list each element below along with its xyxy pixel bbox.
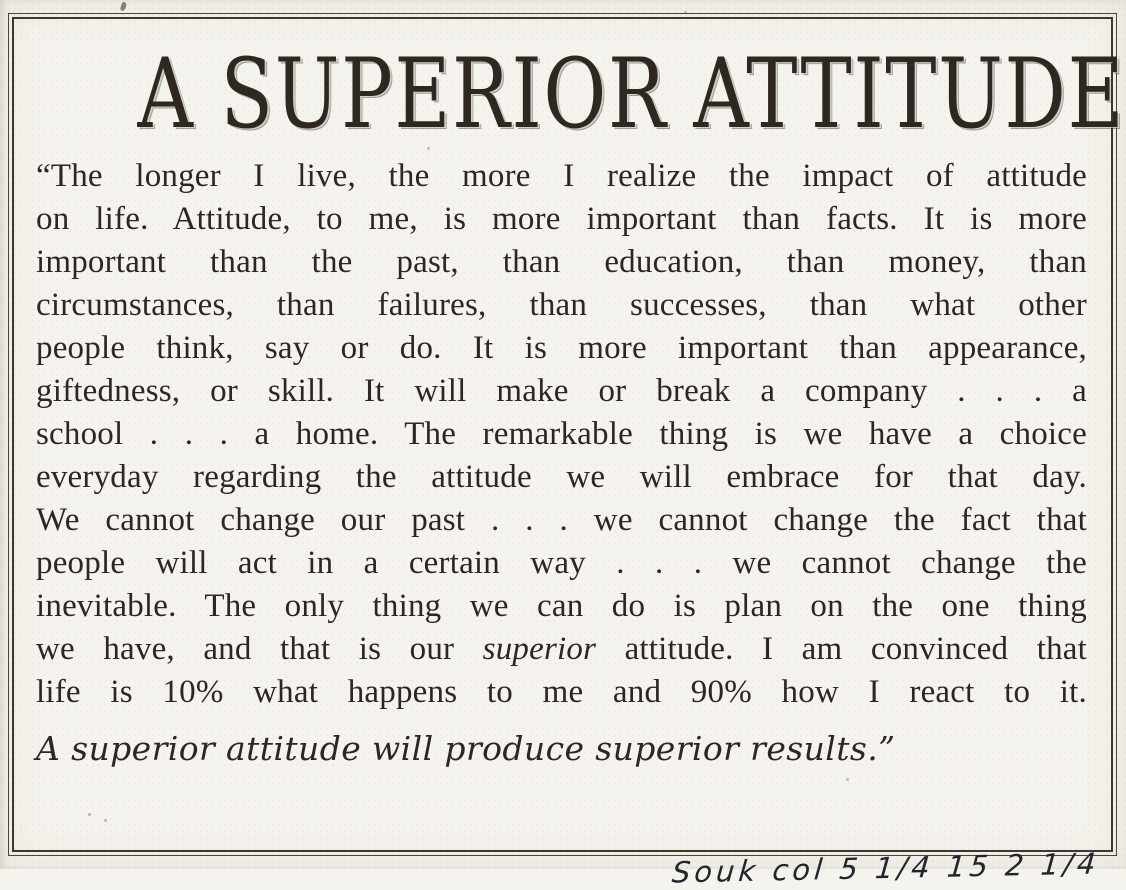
quote-line-9: We cannot change our past . . . we cannot change the fact that	[36, 501, 1087, 538]
quote-line-11: inevitable. The only thing we can do is plan on the one thing	[36, 587, 1087, 624]
quote-line-12-post: attitude. I am convinced that	[596, 630, 1087, 667]
quote-line-8: everyday regarding the attitude we will embrace for that day.	[36, 458, 1087, 495]
quote-line-12-pre: we have, and that is our	[36, 630, 483, 667]
poster-title: A SUPERIOR ATTITUDE	[137, 38, 1126, 150]
quote-body	[36, 155, 1087, 769]
quote-line-12-italic-word: superior	[482, 630, 597, 667]
quote-line-7: school . . . a home. The remarkable thing is we have a choice	[36, 415, 1087, 452]
quote-closing-line: A superior attitude will produce superior results.”	[36, 728, 896, 768]
quote-line-6: giftedness, or skill. It will make or break a company . . . a	[36, 372, 1087, 409]
handwritten-annotation: Souk col 5 1/4 15 2 1/4	[670, 846, 1101, 890]
quote-line-4: circumstances, than failures, than successes, than what other	[36, 286, 1087, 323]
quote-line-12	[36, 628, 1087, 671]
quote-line-2: on life. Attitude, to me, is more important than facts. It is more	[36, 200, 1087, 237]
scan-speck	[120, 1, 128, 11]
quote-line-1: “The longer I live, the more I realize the impact of attitude	[36, 157, 1087, 194]
quote-line-13: life is 10% what happens to me and 90% how I react to it.	[36, 673, 1087, 710]
poster-border-inner	[12, 17, 1126, 852]
quote-line-5: people think, say or do. It is more important than appearance,	[36, 329, 1087, 366]
poster-border-outer	[8, 13, 1126, 856]
quote-line-10: people will act in a certain way . . . we cannot change the	[36, 544, 1087, 581]
poster-title-row	[14, 38, 1126, 150]
quote-line-3: important than the past, than education, than money, than	[36, 243, 1087, 280]
